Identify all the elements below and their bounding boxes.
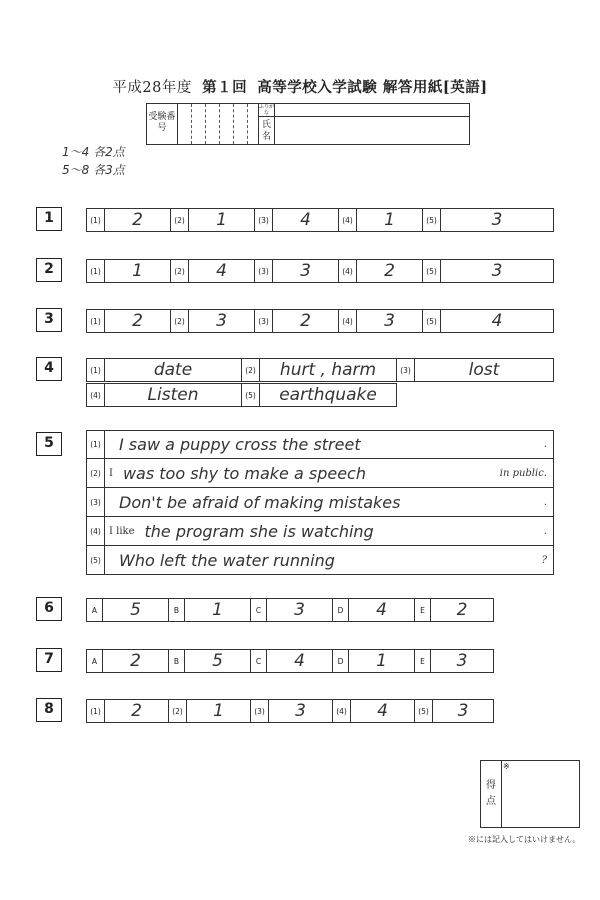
answer-label: (2) [171, 260, 189, 282]
answer-label: B [169, 599, 185, 621]
answer-label: B [169, 650, 185, 672]
answer-value[interactable]: 2 [103, 650, 169, 672]
answer-value[interactable]: 4 [267, 650, 333, 672]
question-6-number: 6 [36, 597, 62, 621]
answer-label: E [415, 599, 431, 621]
name-input[interactable] [275, 117, 469, 145]
sentence-suffix: . [543, 439, 547, 450]
title-year: 平成28年度 [112, 80, 192, 96]
question-5-line-1 [86, 430, 554, 459]
answer-value[interactable]: 4 [189, 260, 255, 282]
answer-value[interactable] [105, 431, 553, 458]
sentence-answer: was too shy to make a speech [122, 463, 366, 483]
answer-value[interactable]: 3 [273, 260, 339, 282]
furigana-input[interactable] [275, 104, 469, 117]
question-2-number: 2 [36, 258, 62, 282]
answer-label: (3) [397, 359, 415, 381]
name-label: 氏名 [261, 120, 271, 142]
student-info-box [146, 103, 470, 145]
question-3-number: 3 [36, 308, 62, 332]
answer-label: D [333, 650, 349, 672]
answer-value[interactable]: 1 [189, 209, 255, 231]
sentence-answer: I saw a puppy cross the street [119, 435, 361, 454]
answer-label: (5) [423, 209, 441, 231]
question-5-line-2 [86, 459, 554, 488]
answer-label: (5) [423, 310, 441, 332]
score-label: 得点 [486, 780, 496, 807]
sentence-answer: Who left the water running [119, 550, 335, 570]
answer-label: C [251, 650, 267, 672]
question-5-number: 5 [36, 432, 62, 456]
sentence-prefix: I [109, 467, 113, 479]
exam-number-label: 受験番号 [148, 112, 176, 133]
answer-label: (1) [87, 359, 105, 381]
answer-label: E [415, 650, 431, 672]
answer-value[interactable]: 4 [349, 599, 415, 621]
answer-label: A [87, 599, 103, 621]
answer-value[interactable]: 1 [357, 209, 423, 231]
question-8-row [86, 699, 494, 723]
answer-value[interactable]: 2 [105, 700, 169, 722]
answer-value[interactable]: Listen [105, 384, 242, 406]
answer-value[interactable]: 2 [456, 600, 468, 620]
name-labels [259, 104, 275, 144]
answer-value[interactable]: 2 [357, 260, 423, 282]
sentence-answer: the program she is watching [144, 521, 374, 541]
answer-label: (3) [87, 488, 105, 516]
answer-label: (2) [171, 310, 189, 332]
name-fields [275, 104, 469, 144]
scoring-line-2: 5～8 各3点 [62, 163, 125, 177]
question-7-number: 7 [36, 648, 62, 672]
answer-label: (3) [251, 700, 269, 722]
answer-label: (1) [87, 209, 105, 231]
answer-label: (2) [242, 359, 260, 381]
question-1-number: 1 [36, 207, 62, 231]
answer-value[interactable]: lost [468, 360, 500, 380]
answer-value[interactable]: 3 [189, 310, 255, 332]
answer-label: A [87, 650, 103, 672]
answer-value[interactable]: date [105, 359, 242, 381]
answer-value[interactable]: 1 [187, 700, 251, 722]
answer-value[interactable]: 3 [457, 701, 469, 721]
answer-label: D [333, 599, 349, 621]
question-7-row [86, 649, 494, 673]
question-4-row-1 [86, 358, 554, 382]
exam-number-cell-1[interactable] [177, 104, 191, 144]
answer-value[interactable]: 5 [185, 650, 251, 672]
sentence-suffix: in public. [499, 467, 547, 479]
answer-value[interactable]: 3 [267, 599, 333, 621]
answer-value[interactable]: 3 [491, 210, 503, 230]
answer-value[interactable]: 3 [269, 700, 333, 722]
answer-label: (5) [242, 384, 260, 406]
question-4-number: 4 [36, 357, 62, 381]
scoring-line-1: 1～4 各2点 [62, 145, 125, 159]
score-box [480, 760, 580, 828]
answer-label: (5) [415, 700, 433, 722]
sentence-prefix: I like [109, 525, 135, 537]
answer-label: (5) [87, 546, 105, 574]
footer-note: ※には記入してはいけません。 [468, 835, 581, 844]
answer-value[interactable] [105, 459, 553, 487]
score-input[interactable] [502, 761, 579, 827]
answer-value[interactable]: 1 [185, 599, 251, 621]
exam-number-cell-5[interactable] [233, 104, 247, 144]
sentence-answer: Don't be afraid of making mistakes [119, 492, 401, 512]
answer-value[interactable] [105, 546, 553, 574]
sentence-suffix: . [543, 496, 547, 508]
answer-value[interactable]: 2 [273, 310, 339, 332]
title-subject: [英語] [442, 79, 488, 96]
exam-number-cell-2[interactable] [191, 104, 205, 144]
question-5-line-5 [86, 546, 554, 575]
sentence-suffix: . [543, 525, 547, 537]
answer-label: (3) [255, 260, 273, 282]
answer-label: C [251, 599, 267, 621]
answer-label: (4) [339, 310, 357, 332]
question-6-row [86, 598, 494, 622]
exam-number-cell-3[interactable] [205, 104, 219, 144]
answer-value[interactable]: 2 [105, 209, 171, 231]
answer-value[interactable]: 4 [273, 209, 339, 231]
answer-value[interactable]: 1 [105, 260, 171, 282]
answer-label: (1) [87, 431, 105, 458]
answer-label: (3) [255, 310, 273, 332]
exam-number-cell-4[interactable] [219, 104, 233, 144]
sentence-suffix: ? [541, 554, 547, 566]
answer-value[interactable]: 4 [351, 700, 415, 722]
exam-number-cell-6[interactable] [247, 104, 259, 144]
answer-value[interactable]: 4 [491, 311, 503, 331]
score-mark: ※ [503, 762, 510, 771]
answer-label: (4) [87, 517, 105, 545]
question-1-row [86, 208, 554, 232]
answer-label: (4) [333, 700, 351, 722]
answer-label: (1) [87, 700, 105, 722]
answer-value[interactable] [105, 517, 553, 545]
question-3-row [86, 309, 554, 333]
answer-value[interactable]: 3 [491, 261, 503, 281]
answer-label: (1) [87, 260, 105, 282]
question-2-row [86, 259, 554, 283]
answer-label: (4) [339, 209, 357, 231]
page-title [0, 76, 600, 97]
answer-value[interactable]: 3 [456, 651, 468, 671]
scoring-note [62, 143, 125, 179]
answer-value[interactable]: 3 [357, 310, 423, 332]
answer-label: (3) [255, 209, 273, 231]
answer-value[interactable]: 2 [105, 310, 171, 332]
question-4-row-2 [86, 383, 397, 407]
answer-value[interactable]: 1 [349, 650, 415, 672]
question-5-line-3 [86, 488, 554, 517]
answer-label: (2) [171, 209, 189, 231]
answer-value[interactable]: 5 [103, 599, 169, 621]
answer-label: (4) [339, 260, 357, 282]
furigana-label: ふりがな [259, 104, 274, 116]
answer-label: (4) [87, 384, 105, 406]
answer-label: (2) [169, 700, 187, 722]
answer-label: (2) [87, 459, 105, 487]
answer-label: (1) [87, 310, 105, 332]
question-5-block [86, 430, 554, 575]
answer-label: (5) [423, 260, 441, 282]
question-8-number: 8 [36, 698, 62, 722]
answer-value[interactable]: hurt , harm [260, 359, 397, 381]
title-main: 高等学校入学試験 解答用紙 [257, 79, 443, 96]
question-5-line-4 [86, 517, 554, 546]
answer-value[interactable]: earthquake [279, 385, 377, 405]
title-round: 第１回 [202, 79, 248, 96]
answer-value[interactable] [105, 488, 553, 516]
